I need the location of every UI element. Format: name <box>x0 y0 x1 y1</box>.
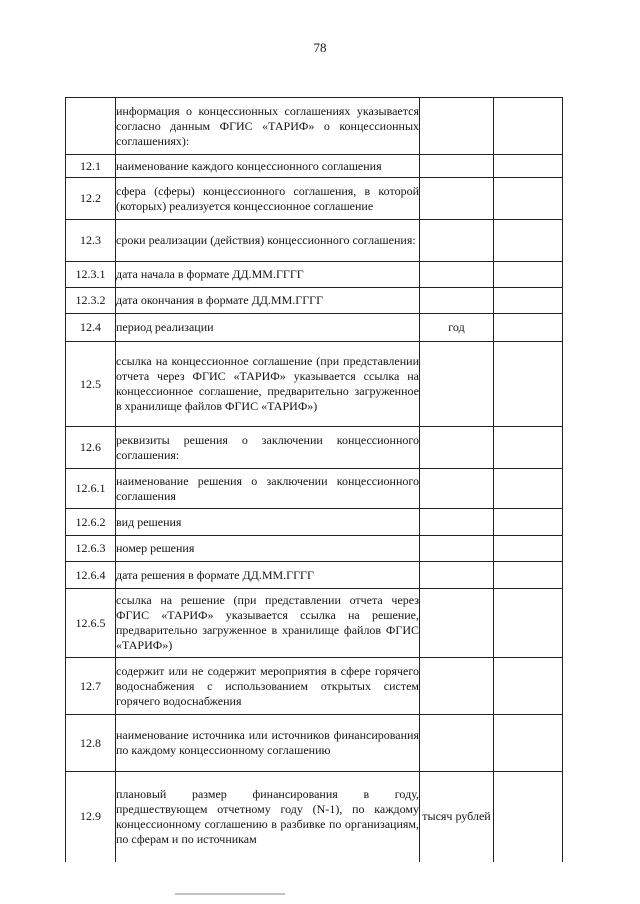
row-number: 12.2 <box>66 178 116 220</box>
scan-artifact <box>175 893 285 895</box>
row-description: вид решения <box>116 509 420 536</box>
report-table <box>65 97 563 862</box>
page-number: 78 <box>313 40 327 55</box>
row-unit <box>420 178 494 220</box>
row-value <box>494 427 563 469</box>
row-description: реквизиты решения о заключении концессионного соглашения: <box>116 427 420 469</box>
table-row <box>66 178 563 220</box>
table-row <box>66 155 563 178</box>
row-value <box>494 509 563 536</box>
table-row <box>66 772 563 862</box>
row-value <box>494 288 563 314</box>
row-description: наименование решения о заключении концессионного соглашения <box>116 469 420 509</box>
row-value <box>494 589 563 658</box>
row-description: содержит или не содержит мероприятия в сфере горячего водоснабжения с использованием открытых систем горячего водоснабжения <box>116 658 420 715</box>
table-row <box>66 469 563 509</box>
row-value <box>494 715 563 772</box>
row-number: 12.6.1 <box>66 469 116 509</box>
row-unit <box>420 589 494 658</box>
row-number <box>66 98 116 155</box>
row-description: сфера (сферы) концессионного соглашения, в которой (которых) реализуется концессионное соглашение <box>116 178 420 220</box>
table-row <box>66 658 563 715</box>
row-value <box>494 562 563 589</box>
table-row <box>66 589 563 658</box>
row-description: дата начала в формате ДД.ММ.ГГГГ <box>116 262 420 288</box>
row-number: 12.8 <box>66 715 116 772</box>
row-value <box>494 536 563 562</box>
row-number: 12.6 <box>66 427 116 469</box>
row-unit <box>420 342 494 427</box>
row-number: 12.7 <box>66 658 116 715</box>
row-unit <box>420 536 494 562</box>
row-value <box>494 178 563 220</box>
table-row <box>66 509 563 536</box>
row-description: номер решения <box>116 536 420 562</box>
row-value <box>494 342 563 427</box>
table-row <box>66 220 563 262</box>
row-description: ссылка на концессионное соглашение (при представлении отчета через ФГИС «ТАРИФ» указывается ссылка на концессионное соглашение, предварительно загруженное в хранилище файлов ФГИС «ТАРИФ») <box>116 342 420 427</box>
row-number: 12.9 <box>66 772 116 862</box>
row-number: 12.6.2 <box>66 509 116 536</box>
table-row <box>66 562 563 589</box>
row-unit <box>420 469 494 509</box>
row-value <box>494 262 563 288</box>
row-number: 12.4 <box>66 314 116 342</box>
table-row <box>66 427 563 469</box>
row-unit <box>420 288 494 314</box>
row-unit: тысяч рублей <box>420 772 494 862</box>
row-description: наименование каждого концессионного соглашения <box>116 155 420 178</box>
row-value <box>494 98 563 155</box>
row-value <box>494 155 563 178</box>
row-description: плановый размер финансирования в году, предшествующем отчетному году (N-1), по каждому концессионному соглашению в разбивке по организациям, по сферам и по источникам <box>116 772 420 862</box>
table-row <box>66 262 563 288</box>
row-number: 12.5 <box>66 342 116 427</box>
row-unit <box>420 220 494 262</box>
row-number: 12.6.5 <box>66 589 116 658</box>
row-unit <box>420 98 494 155</box>
row-description: сроки реализации (действия) концессионного соглашения: <box>116 220 420 262</box>
table-row <box>66 536 563 562</box>
row-number: 12.6.4 <box>66 562 116 589</box>
row-unit <box>420 427 494 469</box>
row-value <box>494 772 563 862</box>
row-unit <box>420 658 494 715</box>
row-value <box>494 314 563 342</box>
row-number: 12.1 <box>66 155 116 178</box>
row-number: 12.3.2 <box>66 288 116 314</box>
row-description: информация о концессионных соглашениях указывается согласно данным ФГИС «ТАРИФ» о концессионных соглашениях): <box>116 98 420 155</box>
table-row <box>66 715 563 772</box>
row-description: наименование источника или источников финансирования по каждому концессионному соглашению <box>116 715 420 772</box>
row-value <box>494 220 563 262</box>
row-description: дата решения в формате ДД.ММ.ГГГГ <box>116 562 420 589</box>
table-row <box>66 288 563 314</box>
row-number: 12.6.3 <box>66 536 116 562</box>
row-unit: год <box>420 314 494 342</box>
row-description: дата окончания в формате ДД.ММ.ГГГГ <box>116 288 420 314</box>
row-number: 12.3.1 <box>66 262 116 288</box>
row-description: период реализации <box>116 314 420 342</box>
row-value <box>494 658 563 715</box>
row-description: ссылка на решение (при представлении отчета через ФГИС «ТАРИФ» указывается ссылка на решение, предварительно загруженное в хранилище файлов ФГИС «ТАРИФ») <box>116 589 420 658</box>
row-unit <box>420 715 494 772</box>
row-number: 12.3 <box>66 220 116 262</box>
row-unit <box>420 155 494 178</box>
table-row <box>66 314 563 342</box>
table-row <box>66 98 563 155</box>
table-row <box>66 342 563 427</box>
row-unit <box>420 562 494 589</box>
row-unit <box>420 262 494 288</box>
row-unit <box>420 509 494 536</box>
row-value <box>494 469 563 509</box>
